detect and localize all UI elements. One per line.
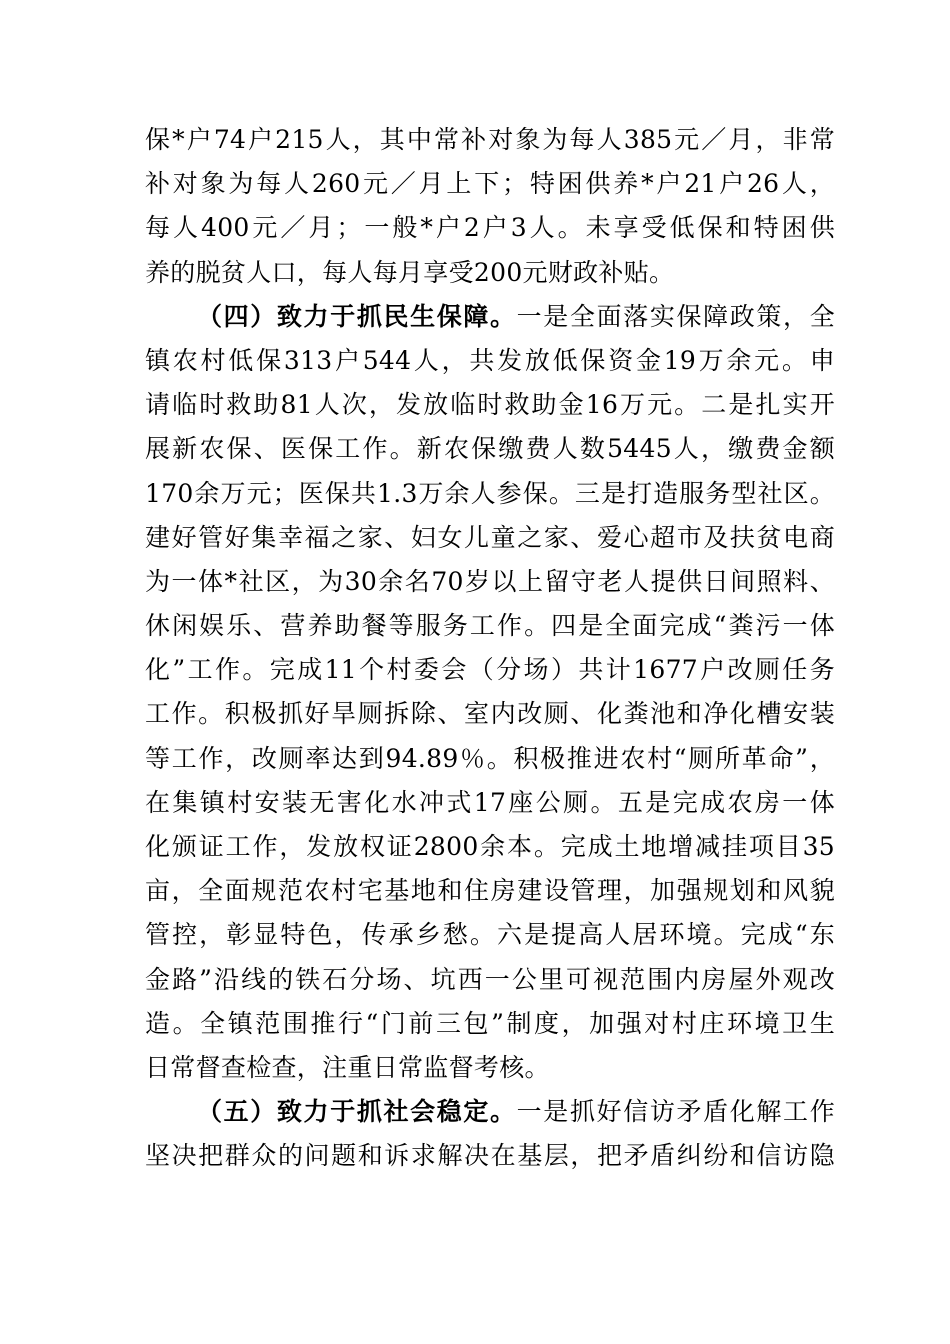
text-run: 一是全面落实保障政策，全	[516, 301, 835, 331]
text-line: 镇农村低保313户544人，共发放低保资金19万余元。申	[145, 345, 835, 375]
section-heading-4: （四）致力于抓民生保障。	[197, 301, 517, 331]
text-line: 工作。积极抓好旱厕拆除、室内改厕、化粪池和净化槽安装	[145, 699, 835, 729]
text-run: 一是抓好信访矛盾化解工作	[516, 1097, 835, 1127]
section-heading-5: （五）致力于抓社会稳定。	[197, 1097, 517, 1127]
text-line: 亩，全面规范农村宅基地和住房建设管理，加强规划和风貌	[145, 876, 835, 906]
text-line: 化颁证工作，发放权证2800余本。完成土地增减挂项目35	[145, 832, 835, 861]
text-line: 坚决把群众的问题和诉求解决在基层，把矛盾纠纷和信访隐	[145, 1141, 835, 1171]
text-line: 建好管好集幸福之家、妇女儿童之家、爱心超市及扶贫电商	[145, 522, 835, 552]
text-line: 金路”沿线的铁石分场、坑西一公里可视范围内房屋外观改	[145, 964, 835, 994]
text-line: 补对象为每人260元／月上下；特困供养*户21户26人，	[145, 169, 835, 199]
text-line: 等工作，改厕率达到94.89％。积极推进农村“厕所革命”，	[145, 743, 835, 773]
section-heading-line	[145, 1090, 835, 1134]
text-line: 请临时救助81人次，发放临时救助金16万元。二是扎实开	[145, 390, 835, 420]
text-line: 管控，彰显特色，传承乡愁。六是提高人居环境。完成“东	[145, 920, 835, 950]
text-line: 造。全镇范围推行“门前三包”制度，加强对村庄环境卫生	[145, 1008, 835, 1038]
text-line: 每人400元／月；一般*户2户3人。未享受低保和特困供	[145, 213, 835, 243]
text-line: 化”工作。完成11个村委会（分场）共计1677户改厕任务	[145, 655, 835, 685]
text-line: 养的脱贫人口，每人每月享受200元财政补贴。	[145, 257, 675, 287]
text-line: 170余万元；医保共1.3万余人参保。三是打造服务型社区。	[145, 478, 835, 508]
section-heading-line	[145, 295, 835, 339]
text-line: 日常督查检查，注重日常监督考核。	[145, 1052, 550, 1082]
text-line: 保*户74户215人，其中常补对象为每人385元／月，非常	[145, 125, 835, 154]
text-line: 休闲娱乐、营养助餐等服务工作。四是全面完成“粪污一体	[145, 611, 835, 641]
text-line: 在集镇村安装无害化水冲式17座公厕。五是完成农房一体	[145, 787, 835, 817]
text-line: 为一体*社区，为30余名70岁以上留守老人提供日间照料、	[145, 566, 835, 596]
body-text	[145, 118, 835, 1179]
text-line: 展新农保、医保工作。新农保缴费人数5445人，缴费金额	[145, 434, 835, 464]
